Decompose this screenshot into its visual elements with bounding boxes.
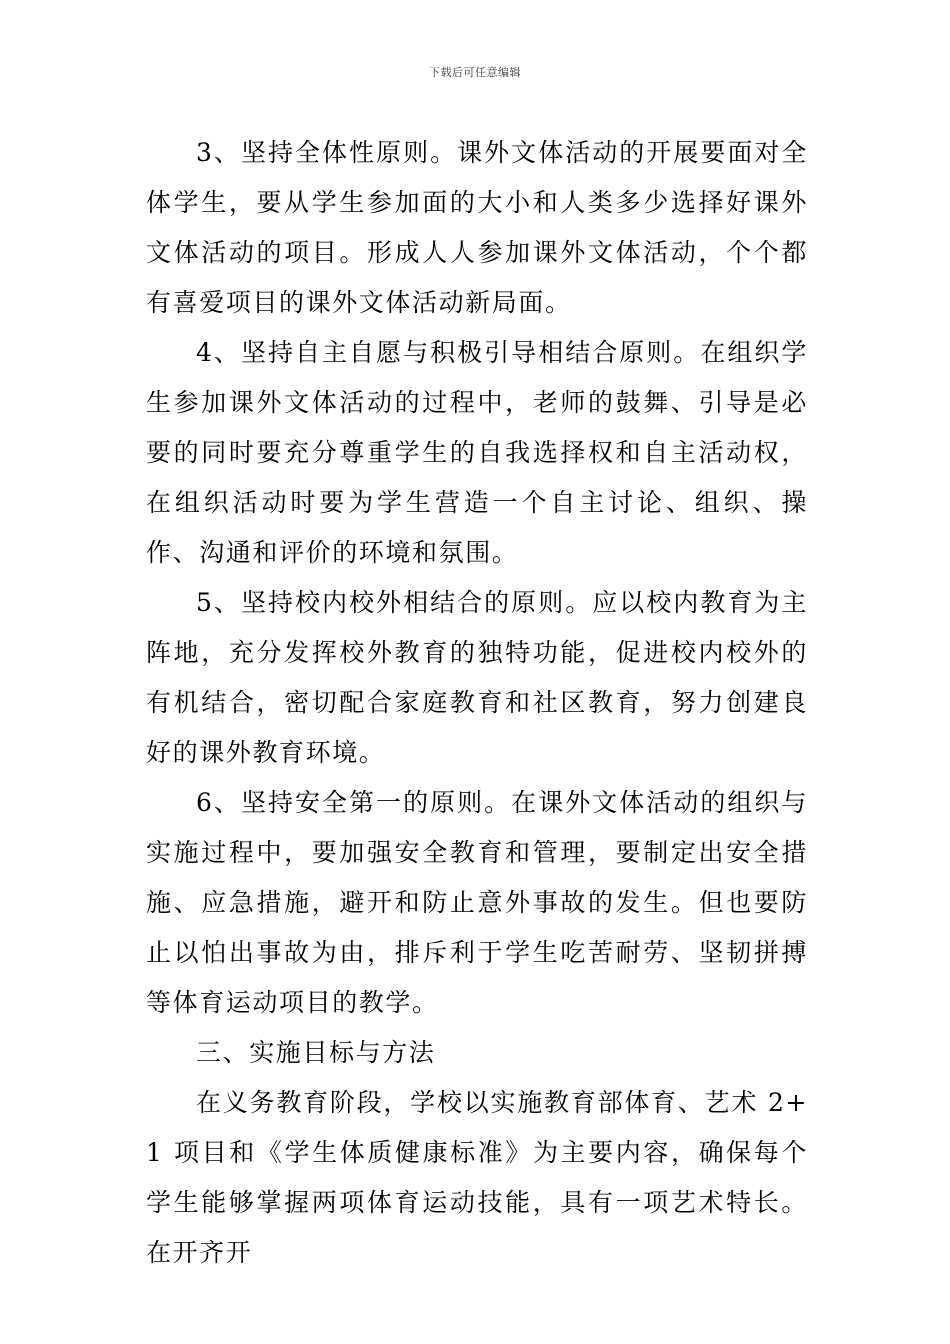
section-heading: 三、实施目标与方法 — [196, 1038, 436, 1067]
paragraph-goals: 在义务教育阶段，学校以实施教育部体育、艺术 2+1 项目和《学生体质健康标准》为主要内容，确保每个学生能够掌握两项体育运动技能，具有一项艺术特长。在开齐开 — [146, 1088, 808, 1267]
document-body — [146, 128, 808, 1278]
paragraph-principle-4: 4、坚持自主自愿与积极引导相结合原则。在组织学生参加课外文体活动的过程中，老师的鼓舞、引导是必要的同时要充分尊重学生的自我选择权和自主活动权，在组织活动时要为学生营造一个自主讨论、组织、操作、沟通和评价的环境和氛围。 — [146, 338, 808, 567]
header-note: 下载后可任意编辑 — [429, 66, 521, 79]
paragraph-principle-5: 5、坚持校内校外相结合的原则。应以校内教育为主阵地，充分发挥校外教育的独特功能，促进校内校外的有机结合，密切配合家庭教育和社区教育，努力创建良好的课外教育环境。 — [146, 588, 808, 767]
paragraph-principle-3: 3、坚持全体性原则。课外文体活动的开展要面对全体学生，要从学生参加面的大小和人类多少选择好课外文体活动的项目。形成人人参加课外文体活动，个个都有喜爱项目的课外文体活动新局面。 — [146, 138, 808, 317]
paragraph-principle-6: 6、坚持安全第一的原则。在课外文体活动的组织与实施过程中，要加强安全教育和管理，要制定出安全措施、应急措施，避开和防止意外事故的发生。但也要防止以怕出事故为由，排斥利于学生吃苦耐劳、坚韧拼搏等体育运动项目的教学。 — [146, 788, 808, 1017]
